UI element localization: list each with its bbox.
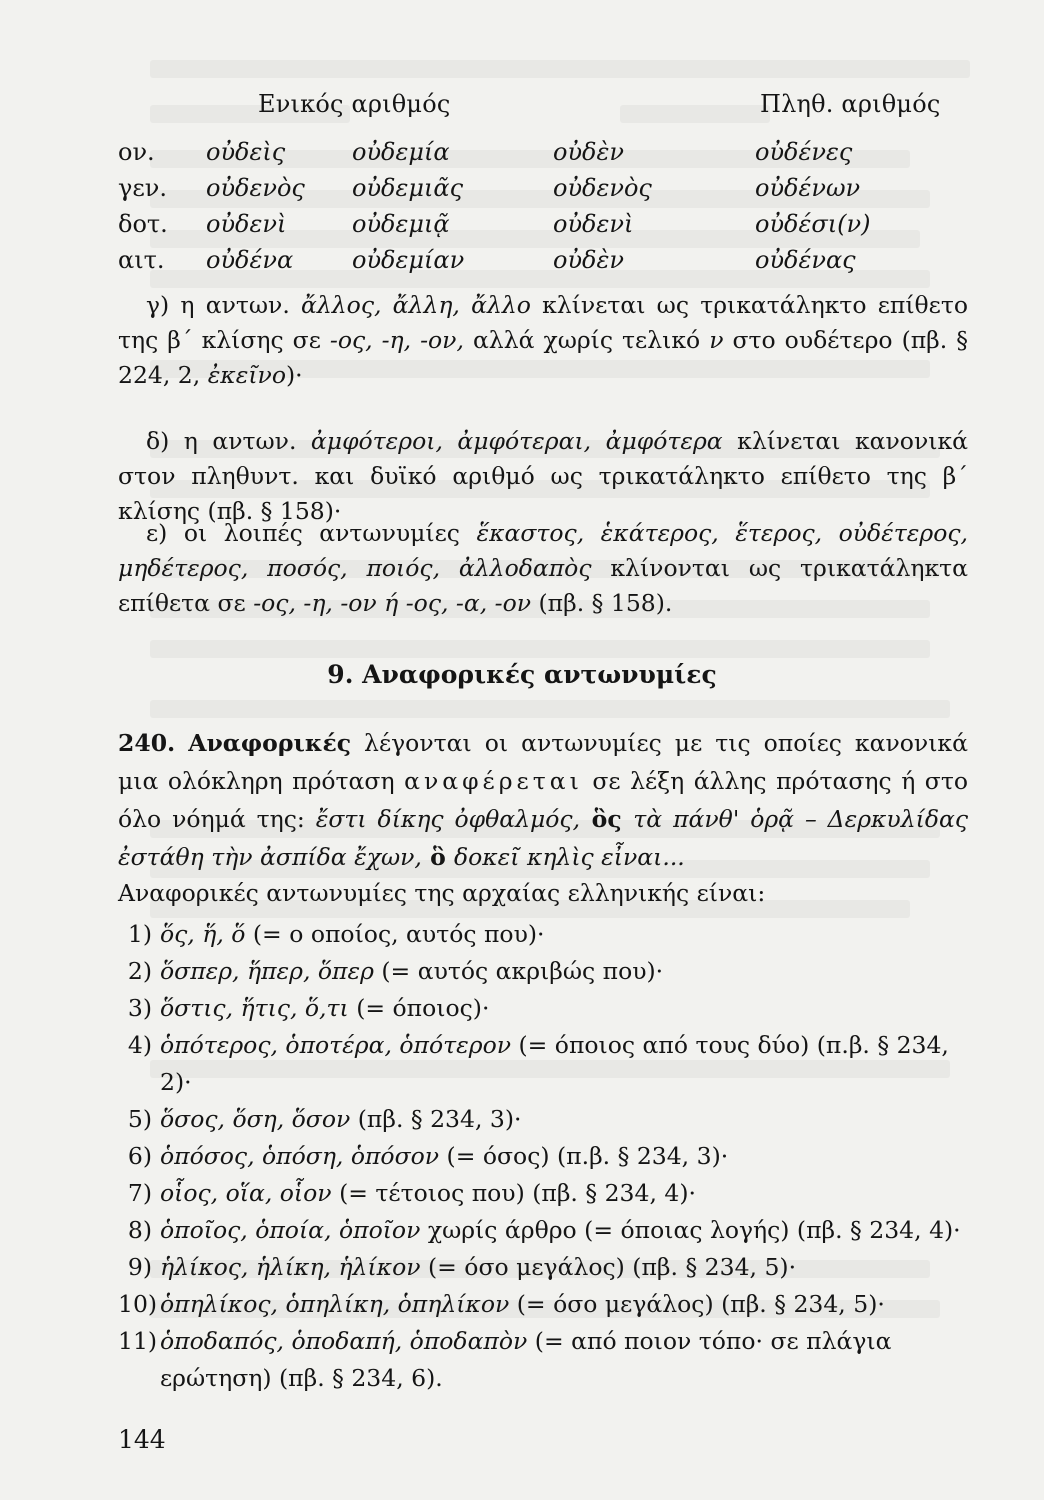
text: σε λέξη άλλης πρότασης ή στο όλο νόημά της: [118, 767, 968, 833]
list-item [118, 1212, 978, 1249]
greek-forms: ὁπότερος, ὁποτέρα, ὁπότερον [160, 1031, 511, 1059]
greek-forms: ὁποδαπός, ὁποδαπή, ὁποδαπὸν [160, 1327, 528, 1355]
item-number: 8) [127, 1216, 152, 1244]
header-plural: Πληθ. αριθμός [760, 90, 941, 118]
paragraph-epsilon [118, 516, 968, 621]
item-number: 10) [118, 1290, 158, 1318]
item-number: 7) [127, 1179, 152, 1207]
list-item [118, 1323, 978, 1397]
greek-forms: ὅσπερ, ἥπερ, ὅπερ [160, 957, 374, 985]
item-text: (= αυτός ακριβώς που)· [373, 957, 664, 985]
table-row [0, 172, 1044, 204]
greek-forms: ὅσος, ὅση, ὅσον [160, 1105, 351, 1133]
page-number: 144 [118, 1425, 166, 1454]
greek-forms: ἄλλος, ἄλλη, ἄλλο [301, 291, 531, 319]
item-number: 3) [127, 994, 152, 1022]
case-label: ον. [118, 138, 155, 166]
item-text: (= όσος) (π.β. § 234, 3)· [439, 1142, 729, 1170]
list-item [118, 1175, 978, 1212]
text: (πβ. § 158). [531, 589, 673, 617]
item-number: 9) [127, 1253, 152, 1281]
case-label: δοτ. [118, 210, 168, 238]
text: δ) η αντων. [146, 427, 311, 455]
greek-forms: ἕκαστος, ἑκάτερος, ἕτερος, οὐδέτερος, μηδέτερος, ποσός, ποιός, ἀλλοδαπὸς [118, 519, 968, 582]
item-text: (= τέτοιος που) (πβ. § 234, 4)· [331, 1179, 696, 1207]
masculine-form: οὐδεὶς [206, 138, 286, 166]
item-text: (= όσο μεγάλος) (πβ. § 234, 5)· [509, 1290, 885, 1318]
term: Αναφορικές [188, 729, 352, 757]
greek-forms: ἡλίκος, ἡλίκη, ἡλίκον [160, 1253, 421, 1281]
masculine-form: οὐδενὶ [206, 210, 287, 238]
masculine-form: οὐδενὸς [206, 174, 305, 202]
list-item [118, 990, 978, 1027]
item-number: 1) [127, 920, 152, 948]
greek-forms: ὅς, ἥ, ὅ [160, 920, 246, 948]
text: ε) οι λοιπές αντωνυμίες [146, 519, 477, 547]
header-singular: Ενικός αριθμός [258, 90, 451, 118]
text: κλίνεται ως τρικατάληκτο επίθετο της β΄ κλίσης σε [118, 291, 969, 354]
letter-nu: ν [709, 326, 724, 354]
neuter-form: οὐδὲν [553, 246, 624, 274]
item-text: (= όποιος)· [348, 994, 490, 1022]
masculine-form: οὐδένα [206, 246, 294, 274]
item-text: (= ο οποίος, αυτός που)· [245, 920, 545, 948]
text: κλίνονται ως τρικατάληκτα επίθετα σε [118, 554, 969, 617]
item-number: 4) [127, 1031, 152, 1059]
paragraph-delta [118, 424, 968, 529]
greek-forms: ὁπηλίκος, ὁπηλίκη, ὁπηλίκον [160, 1290, 510, 1318]
endings: -ος, -η, -ον, [329, 326, 464, 354]
table-row [0, 244, 1044, 276]
item-text: (= όποιος από τους δύο) (π.β. § 234, 2)· [160, 1031, 949, 1096]
table-row [0, 136, 1044, 168]
spaced-word: αναφέρεται [404, 767, 583, 795]
greek-forms: οἷος, οἵα, οἷον [160, 1179, 332, 1207]
greek-reference: ἐκεῖνο [207, 361, 286, 389]
feminine-form: οὐδεμίαν [352, 246, 465, 274]
list-item [118, 1027, 978, 1101]
list-item [118, 953, 978, 990]
case-label: αιτ. [118, 246, 165, 274]
plural-form: οὐδέσι(ν) [755, 210, 871, 238]
item-number: 2) [127, 957, 152, 985]
item-number: 11) [118, 1327, 158, 1355]
paragraph-gamma [118, 288, 968, 393]
paragraph-240 [118, 724, 968, 876]
section-heading: 9. Αναφορικές αντωνυμίες [327, 660, 717, 689]
text: λέγονται οι αντωνυμίες με τις οποίες κανονικά μια ολόκληρη πρόταση [118, 729, 968, 795]
feminine-form: οὐδεμιᾷ [352, 210, 450, 238]
list-item [118, 1101, 978, 1138]
table-row [0, 208, 1044, 240]
greek-forms: ὁπόσος, ὁπόση, ὁπόσον [160, 1142, 440, 1170]
plural-form: οὐδένες [755, 138, 853, 166]
neuter-form: οὐδενὶ [553, 210, 634, 238]
quote: δοκεῖ κηλὶς εἶναι... [453, 843, 685, 871]
quote: ἔστι δίκης ὀφθαλμός, [315, 805, 581, 833]
text: αλλά χωρίς τελικό [463, 326, 710, 354]
item-text: (πβ. § 234, 3)· [350, 1105, 522, 1133]
plural-form: οὐδένων [755, 174, 861, 202]
list-item [118, 1286, 978, 1323]
text: στο ουδέτερο (πβ. § 224, 2, [118, 326, 968, 389]
item-text: χωρίς άρθρο (= όποιας λογής) (πβ. § 234, 4)· [420, 1216, 961, 1244]
list-item [118, 916, 978, 953]
item-text: (= από ποιον τόπο· σε πλάγια ερώτηση) (πβ. § 234, 6). [160, 1327, 892, 1392]
text: )· [285, 361, 303, 389]
item-number: 6) [127, 1142, 152, 1170]
text: κλίνεται κανονικά στον πληθυντ. και δυϊκό αριθμό ως τρικατάληκτο επίθετο της β΄ κλίσης (πβ. § 158)· [118, 427, 969, 525]
relative-pronoun: ὃ [421, 843, 454, 871]
relative-pronoun-list [118, 916, 978, 1397]
greek-forms: ὅστις, ἥτις, ὅ,τι [160, 994, 349, 1022]
greek-forms: ἀμφότεροι, ἀμφότεραι, ἀμφότερα [310, 427, 723, 455]
neuter-form: οὐδενὸς [553, 174, 652, 202]
feminine-form: οὐδεμία [352, 138, 450, 166]
item-number: 5) [127, 1105, 152, 1133]
item-text: (= όσο μεγάλος) (πβ. § 234, 5)· [420, 1253, 797, 1281]
endings: -ος, -η, -ον ή -ος, -α, -ον [253, 589, 532, 617]
neuter-form: οὐδὲν [553, 138, 624, 166]
quote: τὰ πάνθ' ὁρᾷ – Δερκυλίδας ἐστάθη τὴν ἀσπίδα ἔχων, [118, 805, 969, 871]
list-item [118, 1138, 978, 1175]
paragraph-number: 240. [118, 729, 176, 757]
greek-forms: ὁποῖος, ὁποία, ὁποῖον [160, 1216, 421, 1244]
relative-pronoun: ὃς [580, 805, 634, 833]
list-item [118, 1249, 978, 1286]
case-label: γεν. [118, 174, 167, 202]
feminine-form: οὐδεμιᾶς [352, 174, 464, 202]
list-intro: Αναφορικές αντωνυμίες της αρχαίας ελληνικής είναι: [118, 879, 766, 907]
text: γ) η αντων. [146, 291, 302, 319]
plural-form: οὐδένας [755, 246, 856, 274]
